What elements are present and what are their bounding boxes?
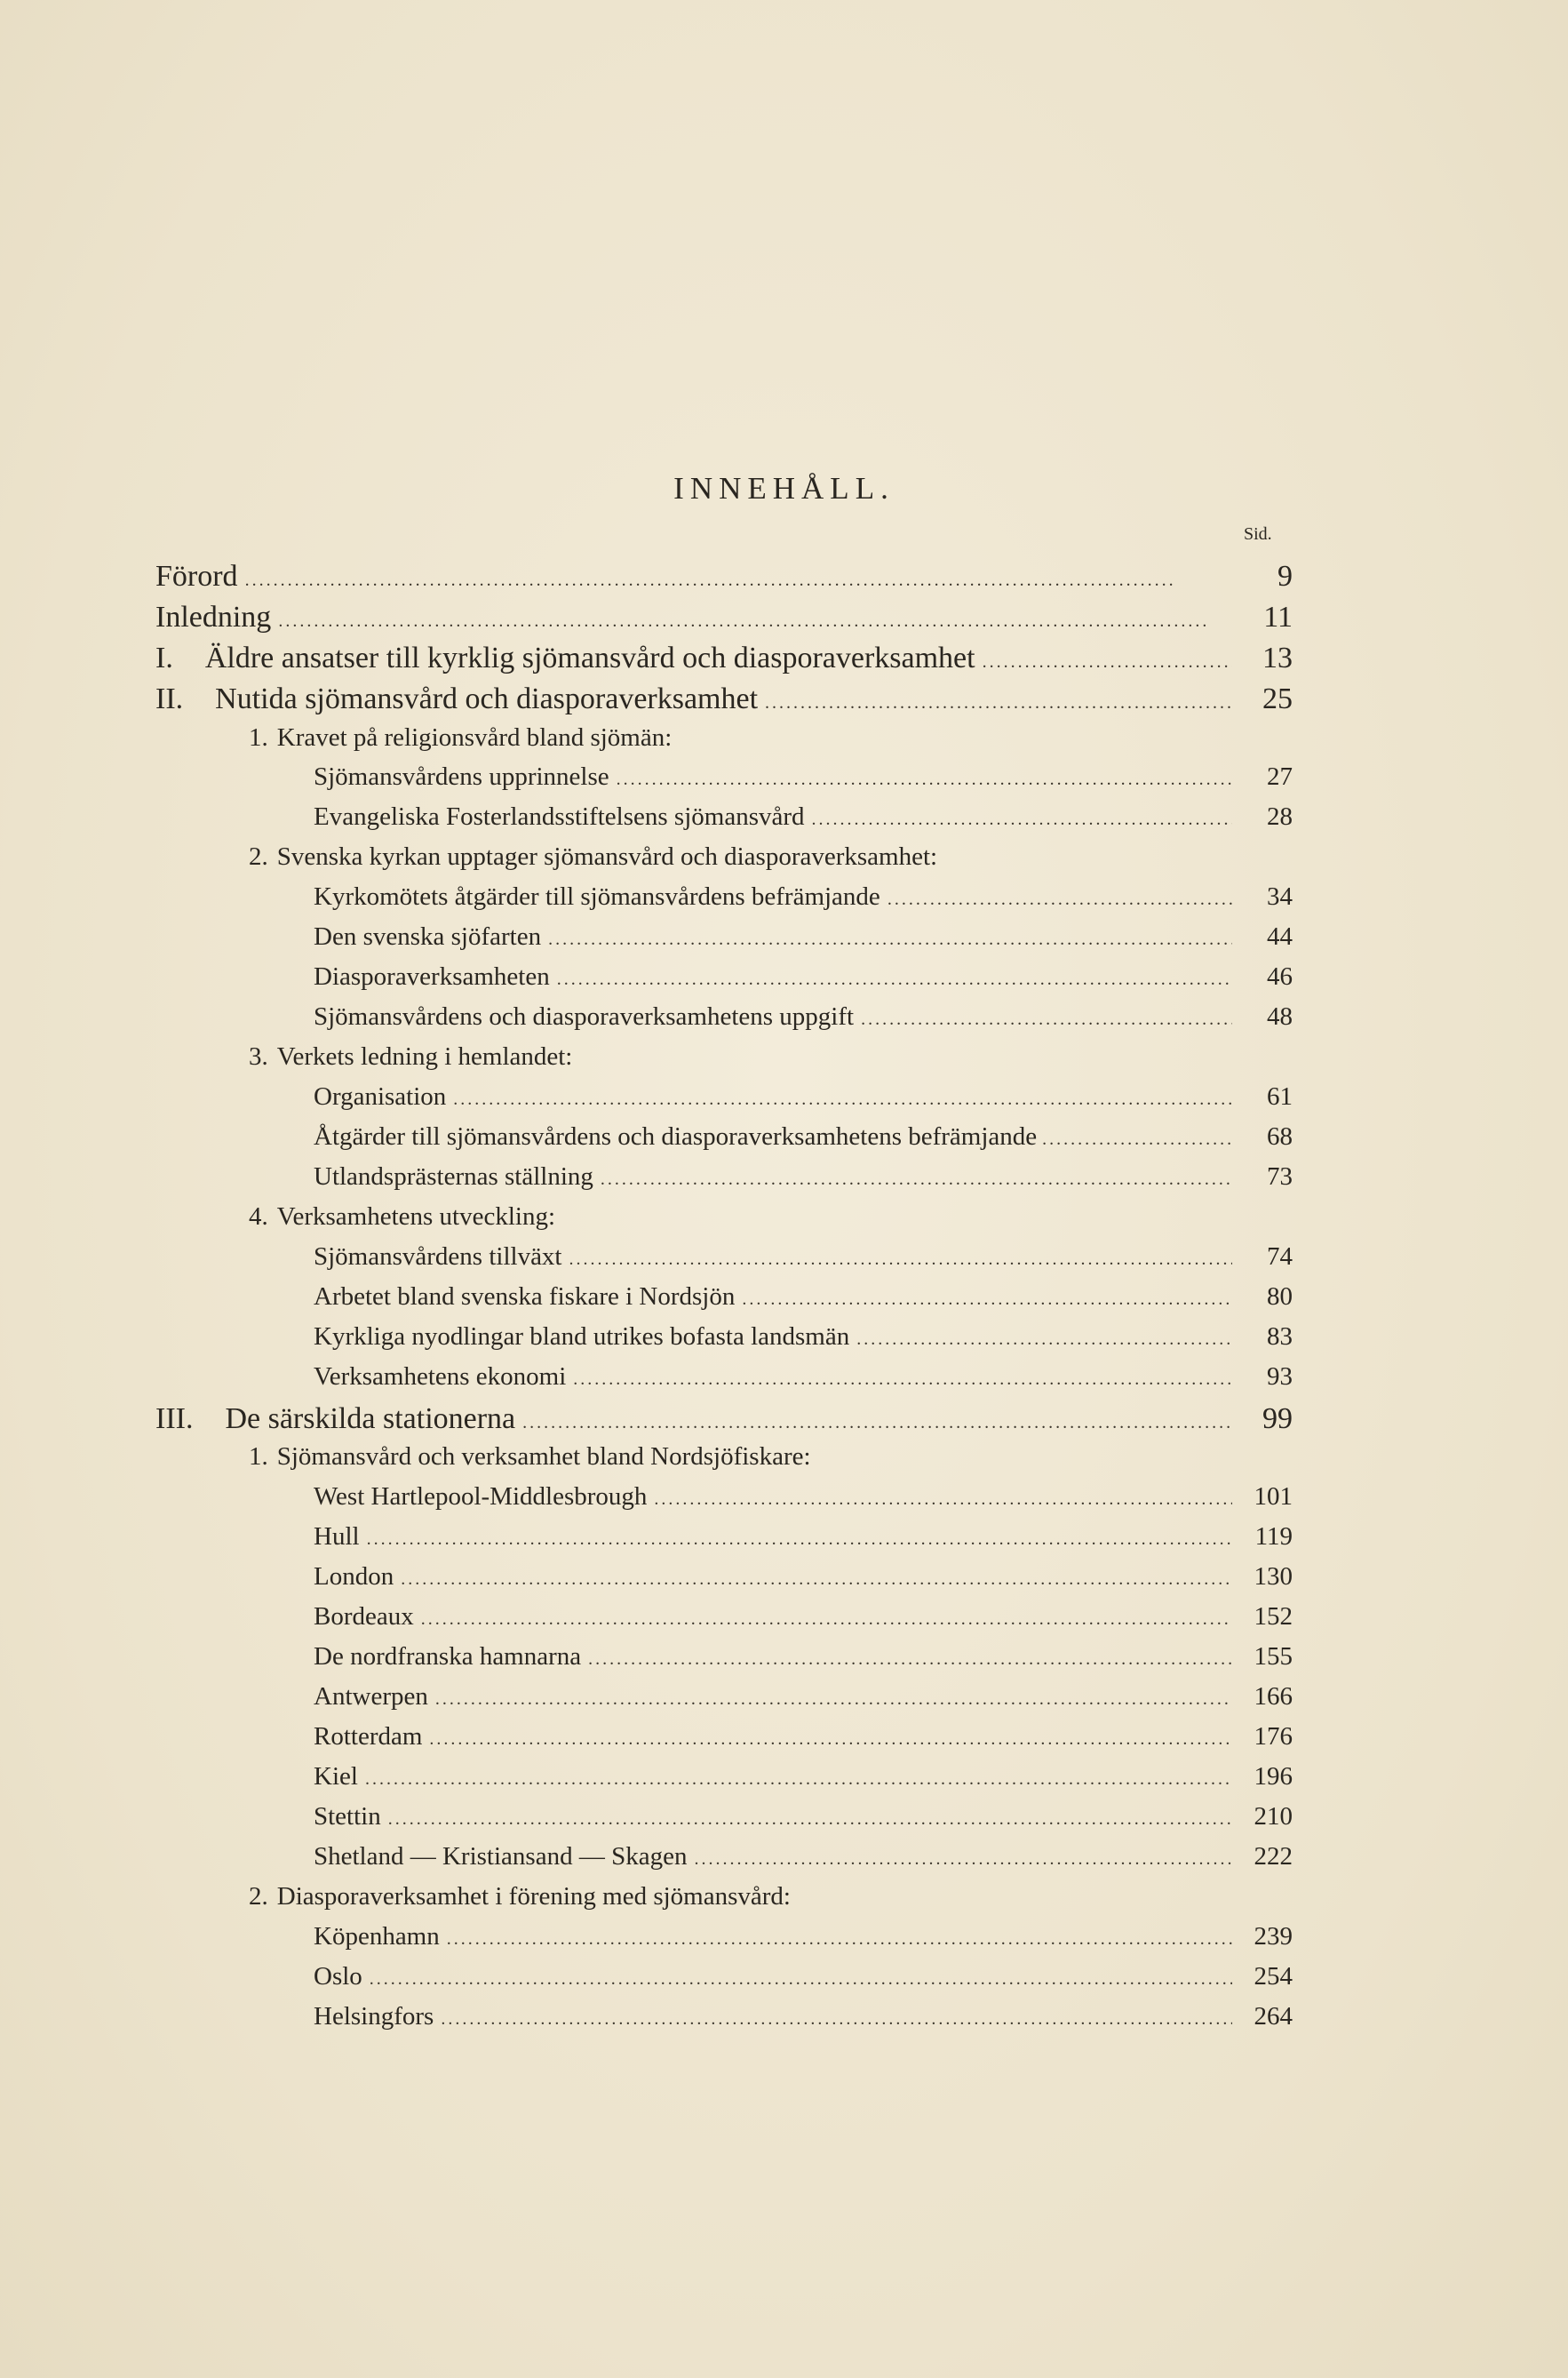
dot-leader — [765, 693, 1232, 714]
toc-entry[interactable] — [155, 560, 1293, 601]
page-column-header: Sid. — [1244, 524, 1272, 544]
toc-entry-title: Diasporaverksamheten — [314, 962, 550, 991]
toc-entry[interactable] — [314, 1082, 1293, 1123]
toc-entry[interactable] — [314, 1282, 1293, 1323]
toc-chapter[interactable] — [155, 1402, 1293, 1443]
toc-entry[interactable] — [314, 1122, 1293, 1163]
toc-entry-title: Stettin — [314, 1802, 381, 1831]
toc-entry-title: De nordfranska hamnarna — [314, 1642, 582, 1671]
toc-entry[interactable] — [314, 1762, 1293, 1803]
toc-page-number: 13 — [1262, 642, 1293, 674]
dot-leader — [367, 1529, 1232, 1550]
toc-page-number: 264 — [1254, 2002, 1293, 2031]
toc-entry-title: Organisation — [314, 1082, 447, 1111]
section-title: Svenska kyrkan upptager sjömansvård och diasporaverksamhet: — [276, 842, 938, 871]
toc-entry[interactable] — [314, 2002, 1293, 2043]
toc-entry-title: Den svenska sjöfarten — [314, 922, 542, 951]
toc-page-number: 9 — [1277, 560, 1293, 593]
toc-page-number: 119 — [1254, 1522, 1293, 1551]
dot-leader — [694, 1849, 1232, 1870]
dot-leader — [588, 1649, 1232, 1670]
toc-page-number: 130 — [1254, 1562, 1293, 1591]
toc-page-number: 166 — [1254, 1682, 1293, 1711]
toc-page-number: 83 — [1267, 1322, 1293, 1351]
toc-page-number: 101 — [1254, 1482, 1293, 1511]
toc-chapter[interactable] — [155, 642, 1293, 682]
chapter-numeral: II. — [155, 682, 184, 715]
toc-entry-title: Sjömansvårdens upprinnelse — [314, 762, 609, 791]
toc-entry[interactable] — [314, 802, 1293, 843]
toc-entry[interactable] — [314, 1002, 1293, 1043]
dot-leader — [245, 571, 1232, 591]
toc-page-number: 25 — [1262, 682, 1293, 715]
dot-leader — [548, 930, 1232, 950]
toc-entry-title: Arbetet bland svenska fiskare i Nordsjön — [314, 1282, 736, 1311]
dot-leader — [812, 810, 1232, 830]
section-title: Diasporaverksamhet i förening med sjömansvård: — [276, 1882, 791, 1911]
dot-leader — [278, 611, 1232, 632]
toc-entry[interactable] — [314, 1162, 1293, 1203]
toc-page-number: 222 — [1254, 1842, 1293, 1871]
toc-page-number: 99 — [1262, 1402, 1293, 1435]
toc-section-heading — [249, 842, 937, 883]
toc-entry-title: Evangeliska Fosterlandsstiftelsens sjömansvård — [314, 802, 805, 831]
toc-page-number: 254 — [1254, 1962, 1293, 1991]
section-number: 1. — [249, 723, 268, 752]
toc-page-number: 239 — [1254, 1922, 1293, 1951]
dot-leader — [429, 1729, 1232, 1750]
section-title: Verkets ledning i hemlandet: — [276, 1042, 573, 1071]
section-number: 2. — [249, 842, 268, 871]
toc-entry-title: Köpenhamn — [314, 1922, 440, 1951]
dot-leader — [983, 652, 1232, 673]
toc-entry-title: Inledning — [155, 601, 272, 634]
dot-leader — [365, 1769, 1232, 1790]
toc-page-number: 68 — [1267, 1122, 1293, 1151]
toc-entry-title: Kyrkliga nyodlingar bland utrikes bofasta landsmän — [314, 1322, 850, 1351]
toc-entry[interactable] — [314, 1962, 1293, 2003]
toc-entry[interactable] — [314, 1242, 1293, 1283]
dot-leader — [441, 2009, 1232, 2030]
toc-chapter[interactable] — [155, 682, 1293, 723]
section-number: 2. — [249, 1882, 268, 1911]
toc-page-number: 176 — [1254, 1722, 1293, 1751]
dot-leader — [1042, 1129, 1234, 1150]
toc-page-number: 196 — [1254, 1762, 1293, 1791]
dot-leader — [522, 1413, 1232, 1433]
toc-entry-title: Kyrkomötets åtgärder till sjömansvårdens befrämjande — [314, 882, 880, 911]
dot-leader — [447, 1929, 1232, 1950]
dot-leader — [742, 1289, 1232, 1310]
toc-entry[interactable] — [314, 1482, 1293, 1523]
section-title: Kravet på religionsvård bland sjömän: — [276, 723, 673, 752]
toc-entry-title: Äldre ansatser till kyrklig sjömansvård och diasporaverksamhet — [204, 642, 975, 674]
toc-entry-title: London — [314, 1562, 394, 1591]
toc-section-heading — [249, 1042, 572, 1083]
toc-entry[interactable] — [314, 762, 1293, 803]
toc-entry-title: Förord — [155, 560, 238, 593]
toc-entry[interactable] — [314, 1602, 1293, 1643]
toc-entry[interactable] — [314, 1802, 1293, 1843]
toc-entry-title: Antwerpen — [314, 1682, 428, 1711]
toc-page-number: 44 — [1267, 922, 1293, 951]
dot-leader — [856, 1329, 1232, 1350]
toc-page-number: 93 — [1267, 1362, 1293, 1391]
toc-section-heading — [249, 1202, 555, 1243]
toc-page-number: 61 — [1267, 1082, 1293, 1111]
chapter-numeral: III. — [155, 1402, 194, 1435]
dot-leader — [388, 1809, 1232, 1830]
toc-entry-title: Sjömansvårdens tillväxt — [314, 1242, 562, 1271]
toc-page-number: 34 — [1267, 882, 1293, 911]
toc-entry-title: Åtgärder till sjömansvårdens och diasporaverksamhetens befrämjande — [314, 1122, 1038, 1151]
toc-entry-title: Shetland — Kristiansand — Skagen — [314, 1842, 688, 1871]
dot-leader — [887, 890, 1232, 910]
dot-leader — [370, 1969, 1232, 1990]
toc-entry-title: Bordeaux — [314, 1602, 414, 1631]
toc-section-heading — [249, 1442, 811, 1483]
toc-page-number: 73 — [1267, 1162, 1293, 1191]
toc-page-number: 48 — [1267, 1002, 1293, 1031]
dot-leader — [435, 1689, 1232, 1710]
toc-page-number: 27 — [1267, 762, 1293, 791]
toc-entry[interactable] — [314, 1562, 1293, 1603]
toc-entry[interactable] — [314, 1842, 1293, 1883]
toc-entry[interactable] — [314, 1922, 1293, 1963]
toc-entry-title: Hull — [314, 1522, 360, 1551]
toc-entry-title: Kiel — [314, 1762, 358, 1791]
section-title: Sjömansvård och verksamhet bland Nordsjöfiskare: — [276, 1442, 811, 1471]
toc-entry-title: Rotterdam — [314, 1722, 423, 1751]
toc-entry-title: Oslo — [314, 1962, 362, 1991]
toc-entry[interactable] — [314, 962, 1293, 1003]
toc-page-number: 80 — [1267, 1282, 1293, 1311]
dot-leader — [573, 1369, 1232, 1390]
dot-leader — [421, 1609, 1232, 1630]
section-title: Verksamhetens utveckling: — [276, 1202, 556, 1231]
section-number: 4. — [249, 1202, 268, 1231]
dot-leader — [557, 970, 1232, 990]
toc-page-number: 28 — [1267, 802, 1293, 831]
toc-section-heading — [249, 1882, 791, 1923]
dot-leader — [569, 1249, 1233, 1270]
section-number: 1. — [249, 1442, 268, 1471]
toc-section-heading — [249, 723, 672, 764]
toc-entry-title: De särskilda stationerna — [225, 1402, 516, 1435]
dot-leader — [453, 1089, 1232, 1110]
toc-entry-title: Utlandsprästernas ställning — [314, 1162, 593, 1191]
toc-page-number: 152 — [1254, 1602, 1293, 1631]
toc-entry[interactable] — [155, 601, 1293, 642]
chapter-numeral: I. — [155, 642, 173, 674]
dot-leader — [861, 1009, 1232, 1030]
toc-entry[interactable] — [314, 922, 1293, 963]
dot-leader — [654, 1489, 1232, 1510]
toc-entry[interactable] — [314, 1722, 1293, 1763]
toc-entry-title: Sjömansvårdens och diasporaverksamhetens uppgift — [314, 1002, 855, 1031]
page-title: INNEHÅLL. — [673, 471, 895, 506]
toc-entry[interactable] — [314, 1522, 1293, 1563]
dot-leader — [617, 770, 1232, 790]
toc-entry[interactable] — [314, 1682, 1293, 1723]
toc-page-number: 46 — [1267, 962, 1293, 991]
dot-leader — [601, 1169, 1232, 1190]
toc-page-number: 155 — [1254, 1642, 1293, 1671]
section-number: 3. — [249, 1042, 268, 1071]
toc-entry[interactable] — [314, 882, 1293, 923]
toc-page-number: 210 — [1254, 1802, 1293, 1831]
toc-entry-title: Verksamhetens ekonomi — [314, 1362, 567, 1391]
toc-entry-title: Helsingfors — [314, 2002, 434, 2031]
dot-leader — [401, 1569, 1232, 1590]
toc-entry[interactable] — [314, 1362, 1293, 1403]
toc-entry[interactable] — [314, 1642, 1293, 1683]
toc-page-number: 11 — [1263, 601, 1293, 634]
toc-entry-title: Nutida sjömansvård och diasporaverksamhet — [215, 682, 759, 715]
toc-page-number: 74 — [1267, 1242, 1293, 1271]
toc-entry[interactable] — [314, 1322, 1293, 1363]
toc-entry-title: West Hartlepool-Middlesbrough — [314, 1482, 648, 1511]
